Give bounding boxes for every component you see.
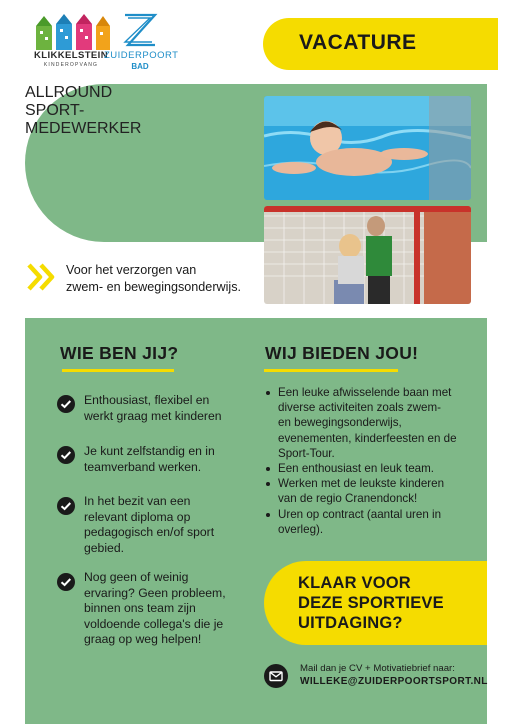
zuiderpoort-z-icon <box>122 12 158 48</box>
who-item-line: ervaring? Geen probleem, <box>84 585 226 600</box>
who-item-line: voldoende collega's die je <box>84 616 224 631</box>
who-item-line: binnen ons team zijn <box>84 601 196 615</box>
who-underline <box>62 369 174 372</box>
cta-banner <box>264 561 487 645</box>
offer-item <box>264 461 479 476</box>
intro-line: zwem- en bewegingsonderwijs. <box>66 280 241 294</box>
contact-label: Mail dan je CV + Motivatiebrief naar: <box>300 663 455 674</box>
check-circle-icon <box>57 446 75 464</box>
cta-line: KLAAR VOOR <box>298 574 411 592</box>
cta-line: DEZE SPORTIEVE <box>298 594 444 612</box>
swimming-photo <box>264 96 471 200</box>
intro-line: Voor het verzorgen van <box>66 263 197 277</box>
who-item-line: Enthousiast, flexibel en <box>84 393 210 407</box>
who-item-line: teamverband werken. <box>84 459 202 474</box>
check-circle-icon <box>57 395 75 413</box>
zuiderpoort-name: ZUIDERPOORT <box>104 50 179 61</box>
who-item-line: In het bezit van een <box>84 494 191 508</box>
job-title-line: MEDEWERKER <box>25 120 142 137</box>
gym-photo <box>264 206 471 304</box>
who-item-line: Je kunt zelfstandig en in <box>84 444 215 458</box>
klikkelstein-logo <box>26 12 116 74</box>
offer-heading: WIJ BIEDEN JOU! <box>265 343 419 363</box>
offer-item-line: Werken met de leukste kinderen <box>278 477 445 491</box>
intro-text <box>66 262 266 296</box>
offer-item-line: Een enthousiast en leuk team. <box>278 462 434 476</box>
check-circle-icon <box>57 573 75 591</box>
who-item <box>84 570 249 648</box>
job-title <box>25 84 141 138</box>
who-item <box>84 444 249 475</box>
offer-item <box>264 476 479 506</box>
who-item <box>84 494 249 556</box>
check-circle-icon <box>57 497 75 515</box>
offer-item-line: Uren op contract (aantal uren in <box>278 507 442 521</box>
zuiderpoort-subtitle: BAD <box>131 62 149 71</box>
who-item-line: relevant diploma op <box>84 509 191 524</box>
offer-item <box>264 385 479 461</box>
who-item-line: pedagogisch en/of sport <box>84 525 215 539</box>
offer-item-line: Sport-Tour. <box>278 446 335 460</box>
offer-item <box>264 507 479 537</box>
offer-item-line: Een leuke afwisselende baan met <box>278 386 452 399</box>
offer-list <box>264 385 479 537</box>
zuiderpoort-logo <box>104 12 179 74</box>
job-title-line: ALLROUND <box>25 84 113 101</box>
who-item-line: gebied. <box>84 540 124 555</box>
mail-icon <box>264 664 288 688</box>
offer-underline <box>264 369 398 372</box>
offer-item-line: diverse activiteiten zoals zwem- <box>278 401 442 415</box>
vacancy-label: VACATURE <box>299 31 417 54</box>
offer-item-line: overleg). <box>278 522 324 536</box>
offer-item-line: en bewegingsonderwijs, <box>278 416 402 430</box>
klikkelstein-subtitle: KINDEROPVANG <box>43 62 99 68</box>
vacancy-badge <box>263 18 498 70</box>
job-title-line: SPORT- <box>25 102 85 119</box>
double-chevron-right-icon <box>26 262 58 292</box>
who-item-line: Nog geen of weinig <box>84 570 189 584</box>
who-item-line: werkt graag met kinderen <box>84 408 222 423</box>
contact-email[interactable]: WILLEKE@ZUIDERPOORTSPORT.NL <box>300 676 488 687</box>
who-heading: WIE BEN JIJ? <box>60 343 179 363</box>
offer-item-line: van de regio Cranendonck! <box>278 492 418 506</box>
cta-text <box>298 573 444 633</box>
klikkelstein-name: KLIKKELSTEIN <box>34 50 108 61</box>
who-item <box>84 393 249 424</box>
who-item-line: graag op weg helpen! <box>84 632 202 646</box>
offer-item-line: evenementen, kinderfeesten en de <box>278 431 457 445</box>
cta-line: UITDAGING? <box>298 614 403 632</box>
castle-towers-icon <box>32 12 112 50</box>
